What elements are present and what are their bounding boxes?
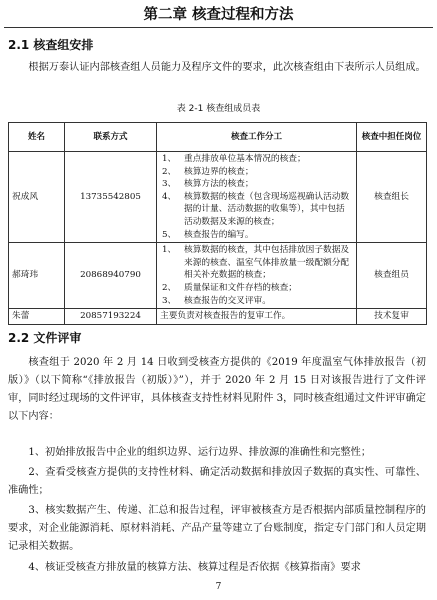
- page-number: 7: [215, 582, 222, 592]
- member-phone: 20868940790: [65, 243, 157, 309]
- duty-list: [160, 244, 353, 307]
- header-phone: 联系方式: [65, 123, 157, 152]
- duty-item: 4、 核算数据的核查（包含现场巡视确认活动数据的计量、活动数据的收集等），其中包括活动数据及来源的核查；: [162, 191, 350, 227]
- header-rule: [4, 27, 433, 28]
- duty-item: 3、 核算方法的核查；: [162, 179, 254, 190]
- section-heading-2-1: 2.1 核查组安排: [8, 38, 94, 52]
- review-item-1: 1、初始排放报告中企业的组织边界、运行边界、排放源的准确性和完整性；: [28, 447, 372, 458]
- member-role: 技术复审: [357, 309, 427, 325]
- member-name: 郝琦玮: [9, 243, 65, 309]
- review-item-4: 4、核证受核查方排放量的核算方法、核算过程是否依据《核算指南》要求: [28, 562, 361, 573]
- duty-item: 2、 核算边界的核查；: [162, 166, 254, 177]
- table-row: [9, 243, 427, 309]
- duty-item: 3、 核查报告的交叉评审。: [162, 295, 271, 306]
- member-duties: [157, 152, 357, 243]
- member-duties: [157, 243, 357, 309]
- review-item-2: 2、查看受核查方提供的支持性材料、确定活动数据和排放因子数据的真实性、可靠性、准确性；: [8, 467, 426, 496]
- team-members-table: [8, 122, 427, 325]
- chapter-title: 第二章 核查过程和方法: [143, 7, 294, 23]
- duty-item: 2、 质量保证和文件存档的核查；: [162, 282, 297, 293]
- member-role: 核查组员: [357, 243, 427, 309]
- header-role: 核查中担任岗位: [357, 123, 427, 152]
- review-item-3: 3、核实数据产生、传递、汇总和报告过程，评审被核查方是否根据内部质量控制程序的要求，对企业能源消耗、原材料消耗、产品产量等建立了台账制度，指定专门部门和人员定期记录相关数据。: [8, 505, 426, 552]
- member-duties: 主要负责对核查报告的复审工作。: [157, 309, 357, 325]
- review-intro: 核查组于 2020 年 2 月 14 日收到受核查方提供的《2019 年度温室气体排放报告（初版）》（以下简称“《排放报告（初版）》”），并于 2020 年 2 月 15 日对该报告进行了文件评审，同时经过现场的文件评审，具体核查支持性材料见附件 3，同时核查组通过文件评审确定以下内容：: [8, 357, 426, 422]
- header-duties: 核查工作分工: [157, 123, 357, 152]
- header-name: 姓名: [9, 123, 65, 152]
- member-phone: 13735542805: [65, 152, 157, 243]
- duty-item: 1、 重点排放单位基本情况的核查；: [162, 154, 306, 164]
- section-heading-2-2: 2.2 文件评审: [8, 331, 82, 345]
- member-phone: 20857193224: [65, 309, 157, 325]
- section-2-1-intro: 根据万泰认证内部核查组人员能力及程序文件的要求，此次核查组由下表所示人员组成。: [28, 62, 426, 73]
- duty-list: [160, 153, 353, 241]
- member-name: 朱蕾: [9, 309, 65, 325]
- table-header-row: [9, 123, 427, 152]
- table-caption: 表 2-1 核查组成员表: [176, 104, 261, 114]
- table-row: [9, 309, 427, 325]
- member-role: 核查组长: [357, 152, 427, 243]
- duty-item: 1、 核算数据的核查，其中包括排放因子数据及来源的核查、温室气体排放量一级配额分配相关补充数据的核查；: [162, 245, 350, 281]
- member-name: 祝成风: [9, 152, 65, 243]
- table-row: [9, 152, 427, 243]
- duty-item: 5、 核查报告的编写。: [162, 229, 254, 240]
